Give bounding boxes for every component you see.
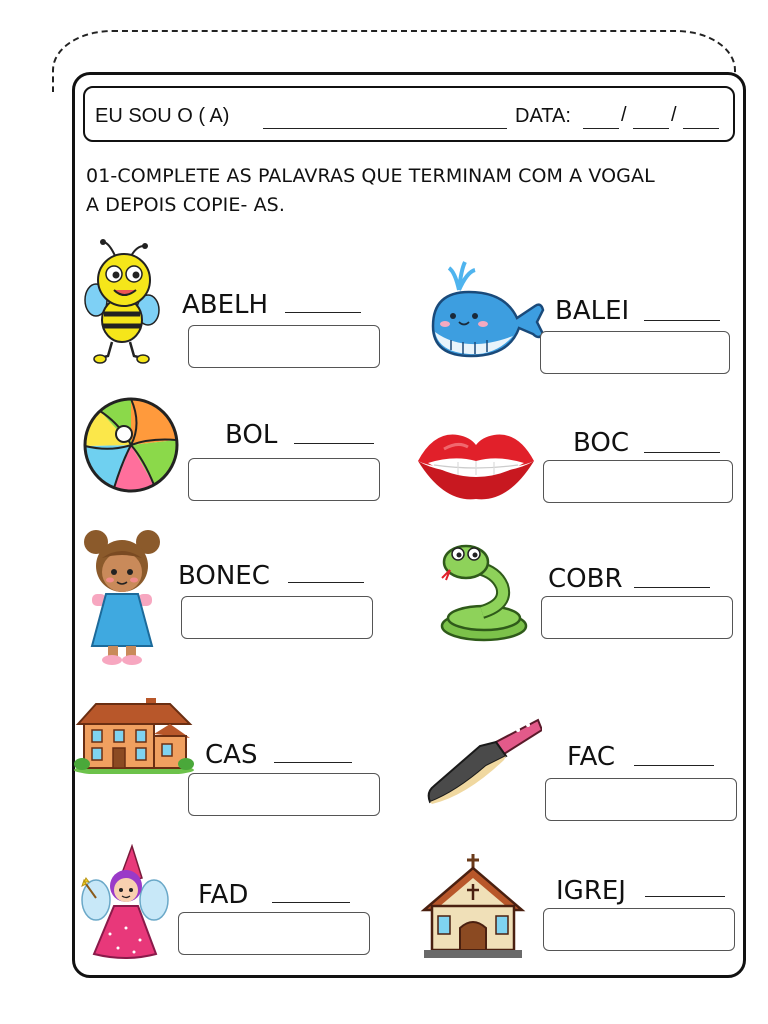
copy-box-bola[interactable]: [188, 458, 380, 501]
bee-icon: [82, 238, 162, 368]
word-abelha: ABELH: [182, 290, 269, 320]
date-year-blank[interactable]: [683, 128, 719, 129]
word-cobra: COBR: [548, 564, 623, 594]
answer-blank-fada[interactable]: [272, 902, 350, 903]
word-boca: BOC: [573, 428, 629, 458]
word-baleia: BALEI: [555, 296, 630, 326]
copy-box-baleia[interactable]: [540, 331, 730, 374]
church-icon: [420, 854, 526, 958]
answer-blank-igreja[interactable]: [645, 896, 725, 897]
snake-icon: [438, 542, 530, 644]
answer-blank-casa[interactable]: [274, 762, 352, 763]
answer-blank-bola[interactable]: [294, 443, 374, 444]
word-igreja: IGREJ: [556, 876, 626, 906]
word-fada: FAD: [198, 880, 249, 910]
copy-box-cobra[interactable]: [541, 596, 733, 639]
copy-box-boneca[interactable]: [181, 596, 373, 639]
fairy-icon: [80, 844, 170, 962]
copy-box-igreja[interactable]: [543, 908, 735, 951]
copy-box-boca[interactable]: [543, 460, 733, 503]
date-slash: /: [671, 104, 677, 126]
knife-icon: [426, 716, 542, 808]
copy-box-casa[interactable]: [188, 773, 380, 816]
answer-blank-cobra[interactable]: [634, 587, 710, 588]
copy-box-fada[interactable]: [178, 912, 370, 955]
date-month-blank[interactable]: [633, 128, 669, 129]
beach-ball-icon: [80, 396, 182, 494]
date-day-blank[interactable]: [583, 128, 619, 129]
word-casa: CAS: [205, 740, 258, 770]
date-slash: /: [621, 104, 627, 126]
answer-blank-abelha[interactable]: [285, 312, 361, 313]
lips-icon: [414, 425, 538, 503]
copy-box-abelha[interactable]: [188, 325, 380, 368]
house-icon: [74, 694, 198, 774]
word-bola: BOL: [225, 420, 278, 450]
answer-blank-boca[interactable]: [644, 452, 720, 453]
word-faca: FAC: [567, 742, 616, 772]
name-blank[interactable]: [263, 128, 507, 129]
answer-blank-baleia[interactable]: [644, 320, 720, 321]
date-label: DATA:: [515, 105, 571, 127]
doll-icon: [82, 524, 162, 666]
instruction-text: [86, 162, 736, 220]
word-boneca: BONEC: [178, 561, 270, 591]
instruction-line: 01-COMPLETE AS PALAVRAS QUE TERMINAM COM A VOGAL: [86, 165, 655, 187]
name-label: EU SOU O ( A): [95, 105, 230, 127]
header-box: [83, 86, 735, 142]
copy-box-faca[interactable]: [545, 778, 737, 821]
instruction-line: A DEPOIS COPIE- AS.: [86, 194, 285, 216]
answer-blank-boneca[interactable]: [288, 582, 364, 583]
whale-icon: [425, 256, 549, 360]
answer-blank-faca[interactable]: [634, 765, 714, 766]
